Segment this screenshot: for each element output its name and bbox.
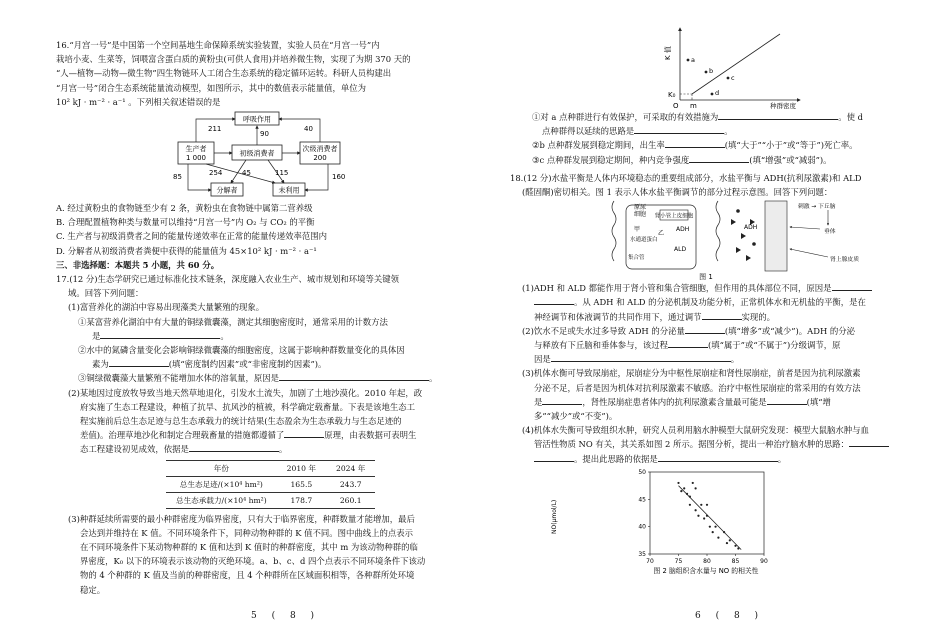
answer-blank[interactable]	[718, 110, 838, 120]
x-tick-label: 70	[646, 557, 654, 565]
stimulus-label: 刺激 → 下丘脑	[798, 204, 836, 211]
table-cell: 165.5	[277, 476, 326, 492]
q17-part2-line: 程实施前后总生态足迹与总生态承载力的统计结果(生态盈余为生态承载力与生态足迹的	[80, 416, 402, 427]
q18-part3-line: 多”“减少”或“不变”)。	[534, 411, 618, 422]
q16-option-c: C. 生产者与初级消费者之间的能量传递效率在正常的能量传递效率范围内	[56, 231, 328, 242]
q17-part1-a: ①某富营养化湖泊中有大量的铜绿微囊藻，测定其细胞密度时，通常采用的计数方法	[78, 316, 388, 327]
trend-line	[679, 486, 742, 550]
q17-part3-line: 稳定。	[80, 584, 106, 595]
answer-blank[interactable]	[849, 437, 889, 447]
answer-blank[interactable]	[658, 452, 778, 462]
unused-label: 未利用	[278, 186, 300, 195]
q17-part1-b: ②水中的氮磷含量变化会影响铜绿微囊藻的细胞密度，这属于影响种群数量变化的具体因	[78, 345, 405, 356]
q17-stem-line: 域。回答下列问题：	[68, 288, 144, 299]
origin-label: O	[673, 102, 679, 110]
primary-label: 初级消费者	[239, 149, 275, 158]
point-d	[711, 93, 714, 96]
adh-label-1: ADH	[676, 226, 690, 234]
answer-blank[interactable]	[634, 124, 724, 134]
q16-option-b: B. 合理配置植物种类与数量可以维持“月宫一号”内 O₂ 与 CO₂ 的平衡	[56, 217, 315, 228]
scatter-point	[714, 525, 716, 527]
y-axis-label: K 值	[664, 46, 672, 60]
q17-part2-line: 差值)。治理草地沙化和制定合理载畜量的措施都遵循了 原理，由表数据可表明生	[80, 430, 417, 441]
energy-flow-diagram	[56, 109, 470, 201]
table-row	[166, 476, 375, 492]
q17-part1-a-cont: 是 。	[92, 330, 229, 341]
q17-part2-line: 态工程建设初见成效，依据是 。	[80, 444, 288, 455]
answer-blank[interactable]	[832, 281, 872, 291]
table-cell: 243.7	[326, 476, 375, 492]
page-number: 6 ( 8 )	[695, 610, 765, 621]
point-c	[727, 77, 730, 80]
adrenal-label: 肾上腺皮质	[830, 257, 859, 264]
page-number: 5 ( 8 )	[251, 610, 321, 621]
y-tick-label: 40	[638, 523, 646, 531]
scatter-point	[683, 487, 685, 489]
answer-blank[interactable]	[668, 338, 708, 348]
q16-stem-line: 栽培小麦、生菜等，饲喂富含蛋白质的黄粉虫(可供人食用)并培养微生物，实现了为期 370 天的	[56, 54, 411, 65]
figure-2-caption: 图 2 脑组织含水量与 NO 的相关性	[653, 566, 759, 575]
value-254: 254	[209, 169, 223, 178]
figure-2-scatter	[510, 466, 902, 578]
answer-blank[interactable]	[689, 153, 749, 163]
q18-part1-line: 神经调节和体液调节的共同作用下，通过调节 实现的。	[534, 311, 775, 322]
plot-frame	[650, 472, 764, 554]
q16-stem-line: “月宫一号”闭合生态系统能量流动模型，如图所示，其中的数值表示能量值，单位为	[56, 82, 367, 93]
producer-value: 1 000	[185, 154, 207, 163]
q16-stem-line: 16.“月宫一号”是中国第一个空间基地生命保障系统实验装置，实验人员在“月宫一号”内	[56, 40, 380, 50]
respiration-label: 呼吸作用	[243, 115, 271, 124]
answer-blank[interactable]	[100, 329, 220, 339]
value-115: 115	[275, 169, 289, 178]
answer-blank[interactable]	[702, 310, 742, 320]
q18-part3-line: 是 ，肾性尿崩症患者体内的抗利尿激素含量最可能是 (填“增	[534, 396, 831, 407]
pituitary-label: 垂体	[824, 229, 836, 236]
answer-blank[interactable]	[685, 324, 725, 334]
scatter-point	[689, 504, 691, 506]
decomposer-label: 分解者	[216, 186, 238, 195]
ald-label: ALD	[674, 246, 687, 254]
scatter-point	[695, 487, 697, 489]
q17-part1-c: ③铜绿微囊藻大量繁殖不能增加水体的溶氧量，原因是 。	[78, 373, 438, 384]
answer-blank[interactable]	[189, 442, 279, 452]
q18-stem-line: 18.(12 分)水盐平衡是人体内环境稳态的重要组成部分，水盐平衡与 ADH(抗利尿激素)和 ALD	[510, 172, 862, 183]
y-tick-label: 35	[638, 550, 646, 558]
x-tick-label: 75	[674, 557, 683, 565]
question-18	[510, 171, 902, 578]
answer-blank[interactable]	[284, 428, 324, 438]
table-header: 年份	[166, 460, 277, 476]
q18-part2-line: 因是 。	[534, 354, 740, 365]
y-tick-label: 50	[638, 468, 646, 476]
x-tick-label: 80	[703, 557, 711, 565]
yi-label: 乙	[658, 230, 665, 238]
scatter-point	[700, 504, 702, 506]
answer-blank[interactable]	[665, 138, 725, 148]
point-c-label: c	[731, 74, 735, 82]
answer-blank[interactable]	[551, 352, 731, 362]
q17-part3-line: 会达到并维持在 K 值。不同环境条件下，同种动物种群的 K 值不同。图中曲线上的点表示	[80, 527, 414, 538]
scatter-point	[680, 490, 682, 492]
answer-blank[interactable]	[109, 357, 169, 367]
point-a-label: a	[691, 56, 695, 64]
x-tick-label: 90	[760, 557, 768, 565]
q17-part2-line: 府实施了生态工程建设，种植了抗旱、抗风沙的植被，科学确定载畜量。下表是该地生态工	[80, 401, 415, 412]
scatter-point	[692, 482, 694, 484]
q16-option-d: D. 分解者从初级消费者粪便中获得的能量值为 45×10² kJ · m⁻² · a⁻¹	[56, 245, 317, 256]
table-header: 2010 年	[277, 460, 326, 476]
table-cell: 260.1	[326, 492, 375, 508]
table-cell: 总生态承载力/(×10⁴ hm²)	[166, 492, 277, 508]
m-label: m	[690, 102, 697, 110]
secondary-value: 200	[313, 154, 327, 163]
q17-item1: ①对 a 点种群进行有效保护，可采取的有效措施为 。使 d	[532, 112, 863, 122]
q16-stem-line: 10² kJ · m⁻² · a⁻¹ 。下列相关叙述错误的是	[56, 96, 221, 107]
point-a	[687, 59, 690, 62]
answer-blank[interactable]	[534, 295, 574, 305]
lumen-label: 原尿	[634, 204, 647, 212]
q17-part3-line: (3)种群延续所需要的最小种群密度为临界密度，只有大于临界密度，种群数量才能增加，最后	[68, 513, 415, 524]
q17-part3-line: 界密度，K₀ 以下的环境表示该动物的灭绝环境。a、b、c、d 四个点表示不同环境条件下该动	[80, 556, 426, 567]
fig2-y-label: NO(μmol/L)	[551, 499, 558, 534]
q17-part3-line: 在不同环境条件下某动物种群的 K 值和达到 K 值时的种群密度，其中 m 为该动物种群的临	[80, 542, 418, 553]
x-tick-label: 85	[731, 557, 740, 565]
scatter-point	[706, 504, 708, 506]
section-heading: 三、非选择题：本题共 5 小题，共 60 分。	[56, 259, 220, 270]
k-curve	[692, 34, 780, 94]
q18-stem-line: (醛固酮)密切相关。图 1 表示人体水盐平衡调节的部分过程示意图。回答下列问题：	[522, 187, 833, 198]
secondary-label: 次级消费者	[302, 145, 338, 154]
producer-label: 生产者	[185, 145, 207, 154]
right-page	[510, 0, 902, 631]
q18-part4-line: 管活性物质 NO 有关，其关系如图 2 所示。据图分析，提出一种治疗脑水肿的思路：	[510, 437, 902, 451]
table-header: 2024 年	[326, 460, 375, 476]
question-16	[56, 0, 470, 258]
answer-blank[interactable]	[534, 452, 574, 462]
q17-item1-cont: 点种群得以延续的思路是 。	[542, 126, 733, 137]
scatter-point	[677, 482, 679, 484]
q17-item3: ③c 点种群发展到稳定期间，种内竞争强度 (填“增强”或“减弱”)。	[532, 154, 832, 165]
answer-blank[interactable]	[767, 395, 807, 405]
nucleus-label: 肾小管上皮细胞	[654, 213, 694, 220]
q18-part1-line: 。从 ADH 和 ALD 的分泌机制及功能分析，正常机体水和无机盐的平衡，是在	[510, 295, 902, 309]
figure-1-water-salt	[510, 199, 902, 281]
figure-1-caption: 图 1	[699, 273, 713, 282]
value-160: 160	[332, 173, 346, 182]
q17-part1-b-cont: 素为 (填“密度制约因素”或“非密度制约因素”)。	[92, 359, 327, 370]
point-d-label: d	[715, 89, 720, 97]
k-value-graph	[510, 24, 902, 110]
adh-label-2: ADH	[744, 224, 758, 232]
ecology-table	[166, 460, 375, 509]
table-header-row	[166, 460, 375, 476]
value-85: 85	[173, 173, 182, 182]
point-b-label: b	[709, 67, 714, 75]
value-45: 45	[242, 169, 251, 178]
q16-stem-line: “人—植物—动物—微生物”四生物链环人工闭合生态系统的稳定循环运转。科研人员构建出	[56, 68, 392, 79]
q17-part1: (1)富营养化的湖泊中容易出现藻类大量繁殖的现象。	[68, 302, 265, 313]
value-211: 211	[208, 125, 222, 134]
q18-part4-line: 。提出此思路的依据是 。	[510, 452, 902, 466]
duct-label: 集合管	[628, 255, 645, 262]
cell-label: 细胞	[634, 211, 647, 219]
question-17-part3-items	[510, 110, 902, 167]
x-axis-label: 种群密度	[770, 102, 796, 110]
scatter-point	[709, 525, 711, 527]
q18-part2-line: 与释放有下丘脑和垂体参与，该过程 (填“属于”或“不属于”)分级调节，原	[534, 340, 841, 351]
question-17	[56, 272, 470, 597]
q18-part4-line: (4)机体水失衡可导致组织水肿，研究人员利用脑水肿模型大鼠研究发现：模型大鼠脑水肿与血	[522, 425, 869, 436]
answer-blank[interactable]	[542, 395, 582, 405]
value-90: 90	[260, 130, 269, 139]
q18-part3-line: (3)机体水衡可导致尿崩症，尿崩症分为中枢性尿崩症和肾性尿崩症，前者是因为抗利尿激素	[522, 368, 861, 379]
q17-item2: ②b 点种群发展到稳定期间，出生率 (填“大于”“小于”或“等于”)死亡率。	[532, 140, 858, 151]
point-b	[705, 71, 708, 74]
y-tick-label: 45	[638, 496, 646, 504]
q18-part1-line: (1)ADH 和 ALD 都能作用于肾小管和集合管细胞，但作用的具体部位不同，原因是	[510, 281, 902, 295]
channel-label: 水通道蛋白	[630, 237, 658, 244]
scatter-point	[697, 514, 699, 516]
left-page	[56, 0, 470, 631]
scatter-point	[717, 536, 719, 538]
scatter-point	[726, 542, 728, 544]
q18-part3-line: 分泌不足，后者是因为机体对抗利尿激素不敏感。治疗中枢性尿崩症的常采用的有效方法	[534, 382, 861, 393]
table-cell: 总生态足迹/(×10⁴ hm²)	[166, 476, 277, 492]
jia-label: 甲	[634, 226, 641, 234]
scatter-point	[695, 509, 697, 511]
q17-stem-line: 17.(12 分)生态学研究已通过标准化技术链条，深度融入农业生产、城市规划和环境等关键领	[56, 274, 400, 285]
scatter-point	[712, 531, 714, 533]
table-cell: 178.7	[277, 492, 326, 508]
k0-label: K₀	[668, 91, 676, 99]
scatter-point	[703, 517, 705, 519]
table-row	[166, 492, 375, 508]
q18-part2-line: (2)饮水不足或失水过多导致 ADH 的分泌量 (填“增多”或“减少”)。ADH 的分泌	[522, 325, 856, 336]
q17-part2-line: (2)某地因过度放牧导致当地天然草地退化，引发水土流失，加剧了土地沙漠化。2010 年起，政	[68, 387, 423, 398]
q17-part3-line: 物的 4 个种群的 K 值及当前的种群密度，且 4 个种群所在区域面积相等，各种群所处环境	[80, 570, 415, 581]
q16-option-a: A. 经过黄粉虫的食物链至少有 2 条，黄粉虫在食物链中属第二营养级	[56, 203, 313, 214]
value-40: 40	[304, 125, 313, 134]
answer-blank[interactable]	[279, 371, 429, 381]
scatter-point	[729, 539, 731, 541]
